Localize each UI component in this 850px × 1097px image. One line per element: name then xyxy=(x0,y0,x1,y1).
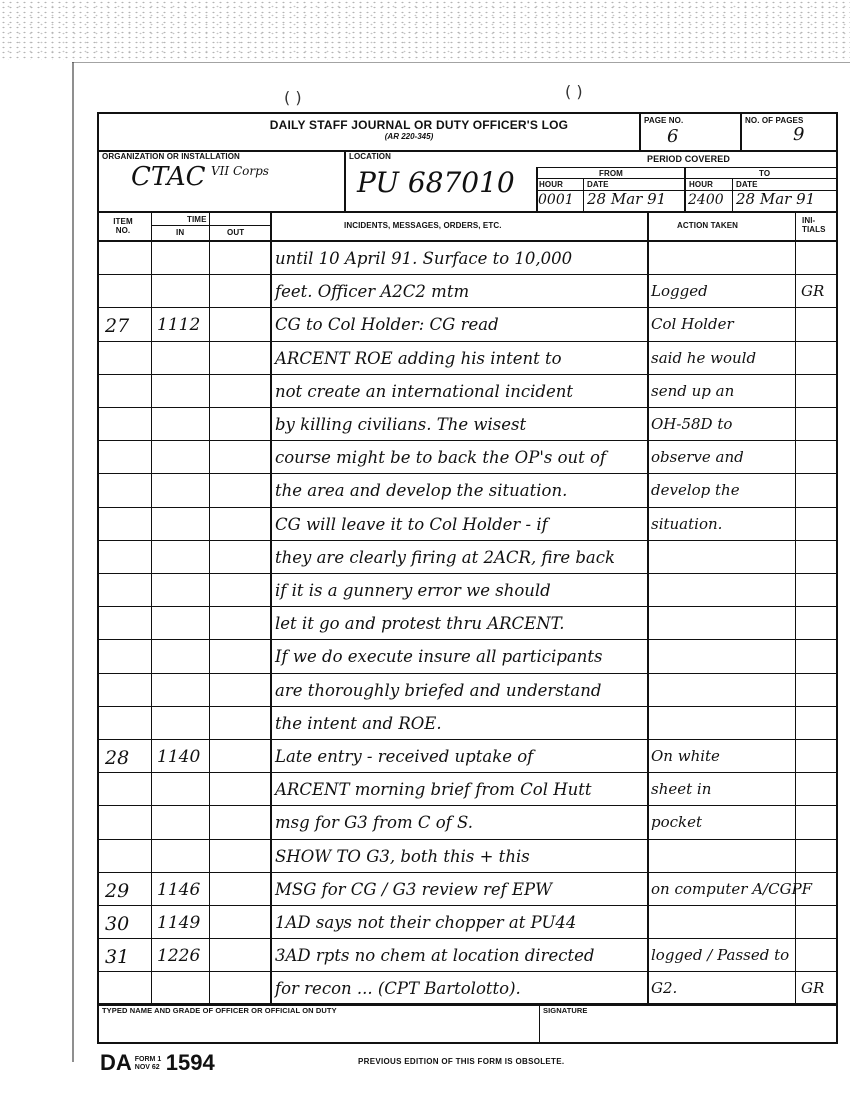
table-row xyxy=(99,606,836,639)
table-row xyxy=(99,772,836,805)
row-rule xyxy=(99,1005,836,1006)
table-row xyxy=(99,639,836,672)
table-row xyxy=(99,971,836,1004)
page-no-value: 6 xyxy=(667,126,679,147)
scan-edge-left xyxy=(72,62,74,1062)
item-no-cell: 30 xyxy=(105,913,130,935)
entry-text-cell: If we do execute insure all participants xyxy=(275,647,603,666)
to-hour-label: HOUR xyxy=(689,180,713,189)
page-no-label: PAGE NO. xyxy=(644,116,684,125)
table-row xyxy=(99,739,836,772)
entry-text-cell: the area and develop the situation. xyxy=(275,481,568,500)
col-in: IN xyxy=(176,228,185,237)
entry-text-cell: by killing civilians. The wisest xyxy=(275,415,527,434)
entry-text-cell: the intent and ROE. xyxy=(275,714,442,733)
from-hour-value: 0001 xyxy=(538,192,574,208)
table-row xyxy=(99,938,836,971)
table-row xyxy=(99,706,836,739)
time-in-cell: 1146 xyxy=(157,880,201,900)
col-out: OUT xyxy=(227,228,245,237)
table-row xyxy=(99,905,836,938)
org-note: VII Corps xyxy=(211,164,269,178)
period-label: PERIOD COVERED xyxy=(647,154,730,164)
entry-text-cell: SHOW TO G3, both this + this xyxy=(275,847,530,866)
table-row xyxy=(99,805,836,838)
item-no-cell: 27 xyxy=(105,315,130,337)
to-label: TO xyxy=(759,169,771,178)
table-row xyxy=(99,341,836,374)
duty-log-form xyxy=(97,112,838,1044)
col-incidents: INCIDENTS, MESSAGES, ORDERS, ETC. xyxy=(344,221,502,230)
time-in-cell: 1112 xyxy=(157,315,201,335)
entry-text-cell: are thoroughly briefed and understand xyxy=(275,681,602,700)
entry-text-cell: MSG for CG / G3 review ref EPW xyxy=(275,880,553,899)
entry-text-cell: if it is a gunnery error we should xyxy=(275,581,551,600)
from-date-value: 28 Mar 91 xyxy=(587,190,667,208)
action-taken-cell: On white xyxy=(651,747,720,765)
signature-label: SIGNATURE xyxy=(543,1006,588,1015)
entry-text-cell: they are clearly firing at 2ACR, fire back xyxy=(275,548,615,567)
org-label: ORGANIZATION OR INSTALLATION xyxy=(102,152,240,161)
action-taken-cell: on computer A/CGPF xyxy=(651,880,813,898)
item-no-cell: 29 xyxy=(105,880,130,902)
table-row xyxy=(99,374,836,407)
typed-name-label: TYPED NAME AND GRADE OF OFFICER OR OFFICIAL ON DUTY xyxy=(102,1006,337,1015)
form-number xyxy=(100,1050,215,1076)
action-taken-cell: logged / Passed to xyxy=(651,946,790,964)
table-row xyxy=(99,473,836,506)
no-of-pages-label: NO. OF PAGES xyxy=(745,116,804,125)
to-date-value: 28 Mar 91 xyxy=(736,190,816,208)
hole-mark-right: ( ) xyxy=(565,82,583,101)
table-row xyxy=(99,540,836,573)
table-row xyxy=(99,507,836,540)
entry-text-cell: feet. Officer A2C2 mtm xyxy=(275,282,470,301)
entry-text-cell: ARCENT morning brief from Col Hutt xyxy=(275,780,592,799)
entry-text-cell: for recon ... (CPT Bartolotto). xyxy=(275,979,521,998)
action-taken-cell: said he would xyxy=(651,349,757,367)
entry-text-cell: 1AD says not their chopper at PU44 xyxy=(275,913,577,932)
time-in-cell: 1140 xyxy=(157,747,201,767)
from-date-label: DATE xyxy=(587,180,609,189)
entry-text-cell: msg for G3 from C of S. xyxy=(275,813,473,832)
time-in-cell: 1226 xyxy=(157,946,201,966)
item-no-cell: 31 xyxy=(105,946,130,968)
from-hour-label: HOUR xyxy=(539,180,563,189)
location-label: LOCATION xyxy=(349,152,391,161)
action-taken-cell: G2. xyxy=(651,979,678,997)
col-action: ACTION TAKEN xyxy=(677,221,739,230)
table-row xyxy=(99,241,836,274)
to-date-label: DATE xyxy=(736,180,758,189)
action-taken-cell: Col Holder xyxy=(651,315,734,333)
entry-text-cell: CG will leave it to Col Holder - if xyxy=(275,515,548,534)
to-hour-value: 2400 xyxy=(688,192,724,208)
col-time: TIME xyxy=(187,215,207,224)
table-row xyxy=(99,573,836,606)
initials-cell: GR xyxy=(801,979,825,997)
form-small: FORM 1 NOV 62 xyxy=(134,1056,162,1072)
table-row xyxy=(99,307,836,340)
from-label: FROM xyxy=(599,169,623,178)
table-row xyxy=(99,407,836,440)
form-number-value: 1594 xyxy=(165,1050,215,1075)
location-value: PU 687010 xyxy=(357,166,515,199)
table-row xyxy=(99,839,836,872)
action-taken-cell: pocket xyxy=(651,813,703,831)
table-row xyxy=(99,440,836,473)
action-taken-cell: OH-58D to xyxy=(651,415,733,433)
bottom-divider xyxy=(99,1003,836,1005)
scan-edge-top xyxy=(72,62,850,63)
col-item-no: ITEM NO. xyxy=(113,217,133,235)
entry-text-cell: until 10 April 91. Surface to 10,000 xyxy=(275,249,573,268)
entry-text-cell: course might be to back the OP's out of xyxy=(275,448,607,467)
table-row xyxy=(99,872,836,905)
entry-text-cell: CG to Col Holder: CG read xyxy=(275,315,499,334)
no-of-pages-value: 9 xyxy=(793,124,805,145)
previous-edition-note: PREVIOUS EDITION OF THIS FORM IS OBSOLETE. xyxy=(358,1057,565,1066)
form-title: DAILY STAFF JOURNAL OR DUTY OFFICER'S LOG xyxy=(269,118,569,132)
table-row xyxy=(99,274,836,307)
org-value: CTAC xyxy=(131,162,206,192)
action-taken-cell: Logged xyxy=(651,282,708,300)
entry-text-cell: let it go and protest thru ARCENT. xyxy=(275,614,565,633)
action-taken-cell: send up an xyxy=(651,382,735,400)
entry-text-cell: 3AD rpts no chem at location directed xyxy=(275,946,595,965)
action-taken-cell: observe and xyxy=(651,448,744,466)
signature-divider xyxy=(539,1003,540,1042)
col-initials: INI-TIALS xyxy=(802,216,826,234)
entry-text-cell: not create an international incident xyxy=(275,382,573,401)
form-prefix: DA xyxy=(100,1050,132,1075)
hole-mark-left: ( ) xyxy=(284,88,302,107)
entry-text-cell: ARCENT ROE adding his intent to xyxy=(275,349,562,368)
action-taken-cell: sheet in xyxy=(651,780,712,798)
initials-cell: GR xyxy=(801,282,825,300)
action-taken-cell: situation. xyxy=(651,515,723,533)
entry-text-cell: Late entry - received uptake of xyxy=(275,747,534,766)
time-in-cell: 1149 xyxy=(157,913,201,933)
item-no-cell: 28 xyxy=(105,747,130,769)
scan-noise xyxy=(0,0,850,60)
action-taken-cell: develop the xyxy=(651,481,740,499)
table-row xyxy=(99,673,836,706)
form-regulation: (AR 220-345) xyxy=(384,132,434,141)
